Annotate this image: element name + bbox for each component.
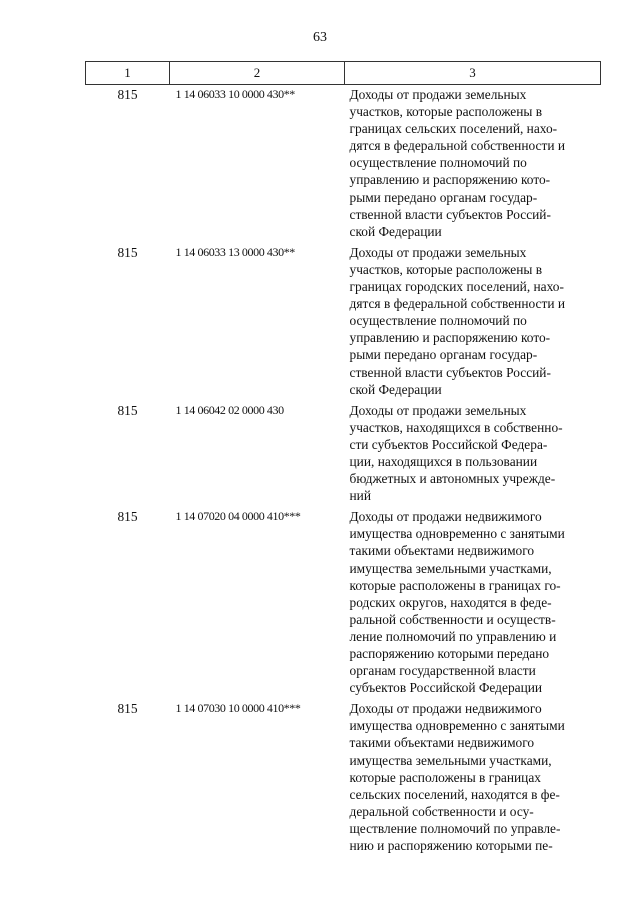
table-row bbox=[86, 243, 601, 401]
description-line: распоряжению которыми передано bbox=[349, 646, 550, 661]
description-line: Доходы от продажи недвижимого bbox=[349, 509, 542, 525]
description-line: управлению и распоряжению кото- bbox=[349, 330, 551, 346]
description-line: нию и распоряжению которыми пе- bbox=[349, 838, 553, 854]
description-line: имущества земельными участками, bbox=[349, 560, 552, 576]
description-line: родских округов, находятся в феде- bbox=[349, 594, 552, 610]
table-header bbox=[86, 62, 601, 85]
revenue-description-cell bbox=[345, 85, 601, 243]
table-row bbox=[86, 699, 601, 857]
description-line: дятся в федеральной собственности и bbox=[349, 138, 565, 154]
admin-code-cell: 815 bbox=[117, 87, 138, 102]
description-line: ции, находящихся в пользовании bbox=[349, 453, 538, 469]
header-row bbox=[86, 62, 601, 85]
revenue-description-cell bbox=[345, 243, 601, 401]
revenue-code-table bbox=[85, 61, 601, 857]
description-line: управлению и распоряжению кото- bbox=[349, 172, 551, 188]
budget-classification-code-cell: 1 14 06033 13 0000 430** bbox=[175, 244, 295, 259]
budget-classification-code-cell: 1 14 06033 10 0000 430** bbox=[175, 87, 295, 101]
admin-code-cell: 815 bbox=[117, 402, 138, 418]
description-line: бюджетных и автономных учрежде- bbox=[349, 471, 556, 487]
description-line: органам государственной власти bbox=[349, 663, 536, 679]
description-line: осуществление полномочий по bbox=[349, 155, 527, 171]
description-line: Доходы от продажи земельных bbox=[349, 402, 527, 418]
budget-classification-code-cell: 1 14 07030 10 0000 410*** bbox=[175, 701, 301, 716]
page-number: 63 bbox=[313, 30, 327, 45]
description-line: которые расположены в границах bbox=[349, 769, 541, 785]
description-line: такими объектами недвижимого bbox=[349, 735, 535, 751]
table-row bbox=[86, 507, 601, 699]
table-row bbox=[86, 85, 601, 243]
table-body bbox=[86, 85, 601, 858]
admin-code-cell: 815 bbox=[117, 509, 138, 525]
description-line: которые расположены в границах го- bbox=[349, 577, 561, 593]
description-line: имущества одновременно с занятыми bbox=[349, 526, 565, 542]
description-line: ской Федерации bbox=[349, 223, 442, 239]
column-header-1: 1 bbox=[86, 62, 170, 85]
description-line: субъектов Российской Федерации bbox=[349, 680, 543, 696]
column-header-2: 2 bbox=[170, 62, 345, 85]
description-line: ление полномочий по управлению и bbox=[349, 628, 557, 644]
description-line: ственной власти субъектов Россий- bbox=[349, 364, 551, 380]
description-line: такими объектами недвижимого bbox=[349, 543, 535, 559]
admin-code-cell: 815 bbox=[117, 244, 138, 260]
description-line: деральной собственности и осу- bbox=[349, 803, 534, 819]
table-row bbox=[86, 401, 601, 508]
description-line: ской Федерации bbox=[349, 381, 442, 397]
description-line: дятся в федеральной собственности и bbox=[349, 296, 565, 312]
admin-code-cell: 815 bbox=[117, 701, 138, 717]
description-line: участков, которые расположены в bbox=[349, 261, 543, 277]
description-line: Доходы от продажи недвижимого bbox=[349, 701, 542, 717]
description-line: ний bbox=[349, 488, 371, 504]
description-line: сельских поселений, находятся в фе- bbox=[349, 786, 560, 802]
description-line: ральной собственности и осуществ- bbox=[349, 611, 556, 627]
description-line: Доходы от продажи земельных bbox=[349, 244, 527, 260]
revenue-description-cell bbox=[345, 401, 601, 508]
description-line: участков, которые расположены в bbox=[349, 104, 543, 120]
column-header-3: 3 bbox=[345, 62, 601, 85]
revenue-description-cell bbox=[345, 507, 601, 699]
budget-classification-code-cell: 1 14 06042 02 0000 430 bbox=[175, 402, 284, 417]
description-line: осуществление полномочий по bbox=[349, 313, 527, 329]
description-line: участков, находящихся в собственно- bbox=[349, 419, 563, 435]
description-line: имущества земельными участками, bbox=[349, 752, 552, 768]
description-line: ществление полномочий по управле- bbox=[349, 820, 561, 836]
description-line: ственной власти субъектов Россий- bbox=[349, 206, 551, 222]
description-line: рыми передано органам государ- bbox=[349, 347, 538, 363]
description-line: границах сельских поселений, нахо- bbox=[349, 121, 558, 137]
description-line: границах городских поселений, нахо- bbox=[349, 279, 564, 295]
budget-classification-code-cell: 1 14 07020 04 0000 410*** bbox=[175, 509, 301, 524]
description-line: имущества одновременно с занятыми bbox=[349, 718, 565, 734]
description-line: сти субъектов Российской Федера- bbox=[349, 436, 548, 452]
description-line: рыми передано органам государ- bbox=[349, 189, 538, 205]
revenue-description-cell bbox=[345, 699, 601, 857]
description-line: Доходы от продажи земельных bbox=[349, 87, 527, 102]
